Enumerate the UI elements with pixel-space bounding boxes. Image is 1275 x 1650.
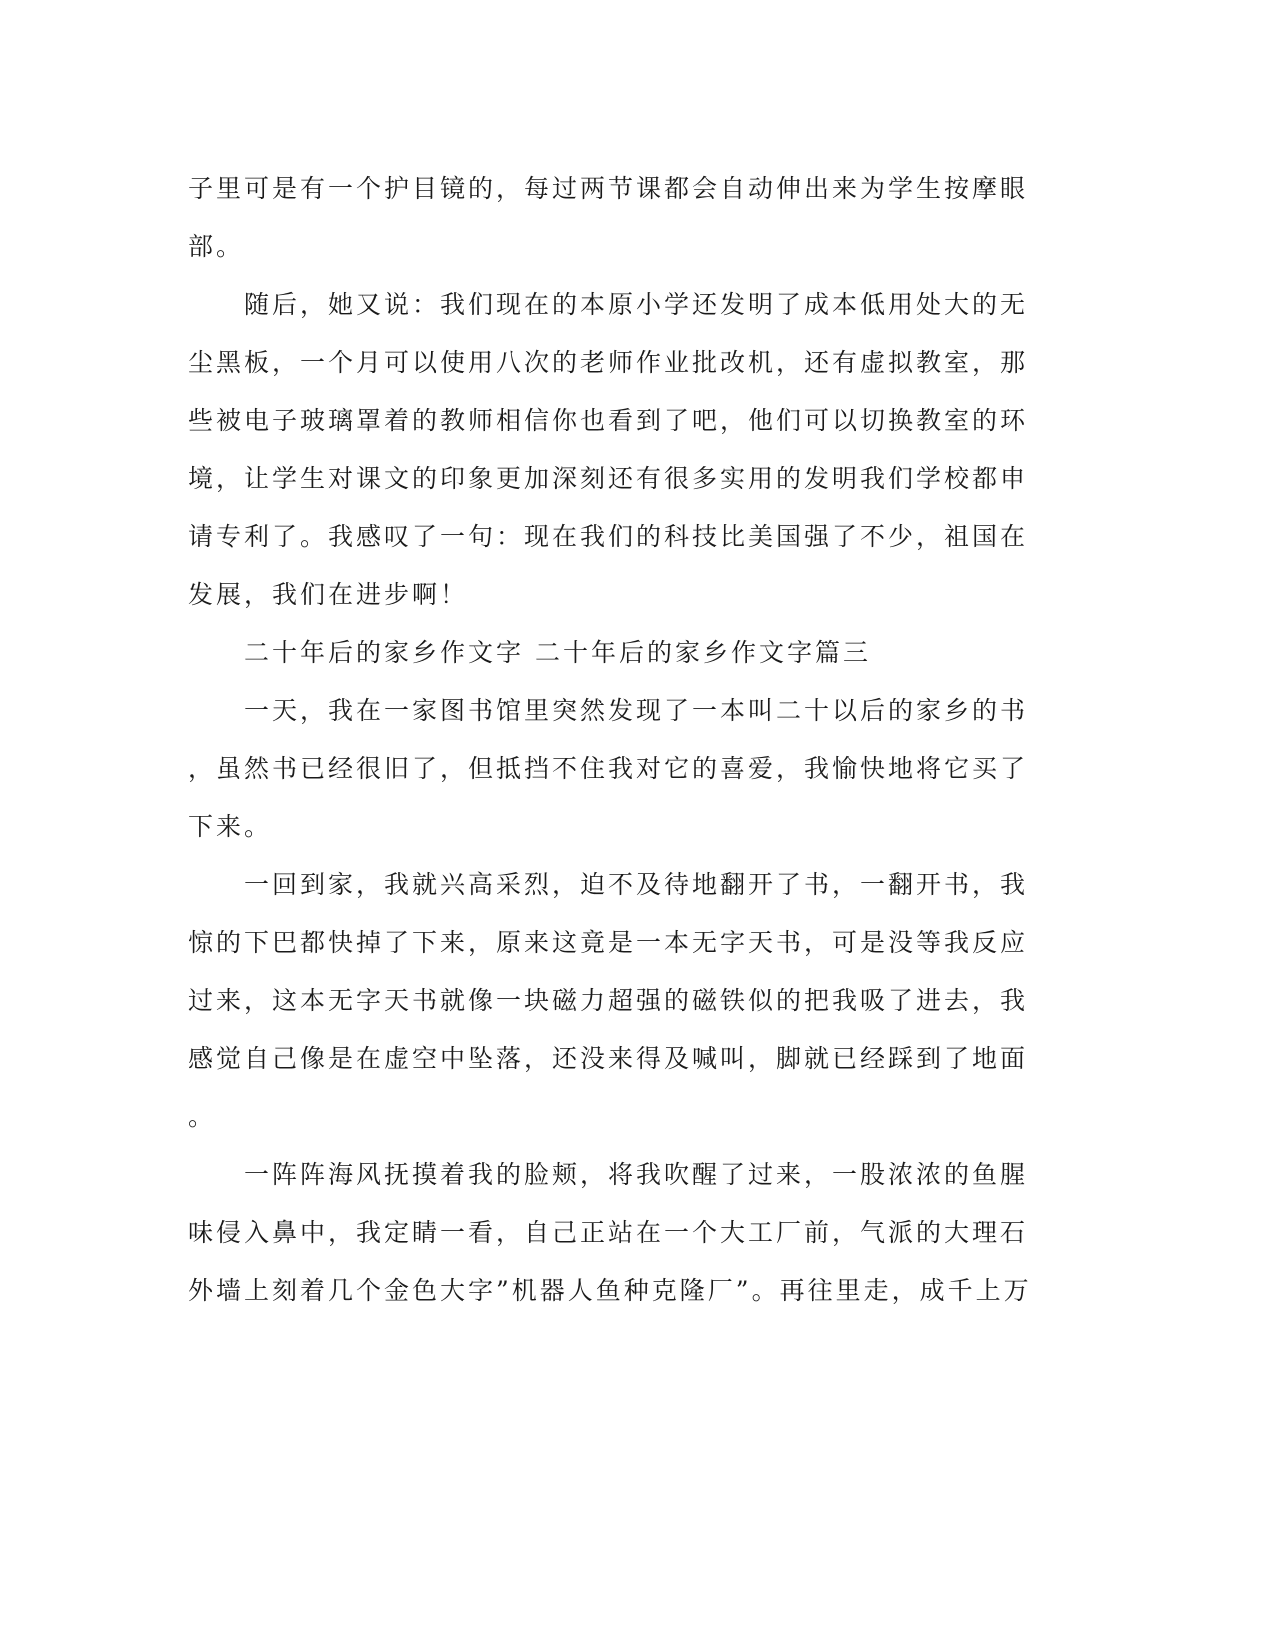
text-line: 发展，我们在进步啊！	[188, 580, 469, 609]
text-line: 下来。	[188, 812, 273, 841]
text-line: 子里可是有一个护目镜的，每过两节课都会自动伸出来为学生按摩眼	[188, 174, 1029, 203]
text-line: 感觉自己像是在虚空中坠落，还没来得及喊叫，脚就已经踩到了地面	[188, 1044, 1029, 1073]
text-line: 。	[188, 1102, 217, 1131]
text-line: 惊的下巴都快掉了下来，原来这竟是一本无字天书，可是没等我反应	[188, 928, 1029, 957]
text-line: 一回到家，我就兴高采烈，迫不及待地翻开了书，一翻开书，我	[188, 870, 1029, 899]
text-line: 部。	[188, 232, 245, 261]
text-line: 过来，这本无字天书就像一块磁力超强的磁铁似的把我吸了进去，我	[188, 986, 1029, 1015]
text-line: 些被电子玻璃罩着的教师相信你也看到了吧，他们可以切换教室的环	[188, 406, 1029, 435]
text-line: 外墙上刻着几个金色大字”机器人鱼种克隆厂”。再往里走，成千上万	[188, 1276, 1032, 1305]
text-line: 味侵入鼻中，我定睛一看，自己正站在一个大工厂前，气派的大理石	[188, 1218, 1029, 1247]
text-line: 境，让学生对课文的印象更加深刻还有很多实用的发明我们学校都申	[188, 464, 1029, 493]
section-heading: 二十年后的家乡作文字 二十年后的家乡作文字篇三	[188, 638, 871, 667]
text-line: ，虽然书已经很旧了，但抵挡不住我对它的喜爱，我愉快地将它买了	[188, 754, 1029, 783]
text-line: 随后，她又说：我们现在的本原小学还发明了成本低用处大的无	[188, 290, 1029, 319]
document-body	[188, 160, 1080, 1320]
text-line: 一天，我在一家图书馆里突然发现了一本叫二十以后的家乡的书	[188, 696, 1029, 725]
text-line: 请专利了。我感叹了一句：现在我们的科技比美国强了不少，祖国在	[188, 522, 1029, 551]
text-line: 一阵阵海风抚摸着我的脸颊，将我吹醒了过来，一股浓浓的鱼腥	[188, 1160, 1029, 1189]
text-line: 尘黑板，一个月可以使用八次的老师作业批改机，还有虚拟教室，那	[188, 348, 1029, 377]
